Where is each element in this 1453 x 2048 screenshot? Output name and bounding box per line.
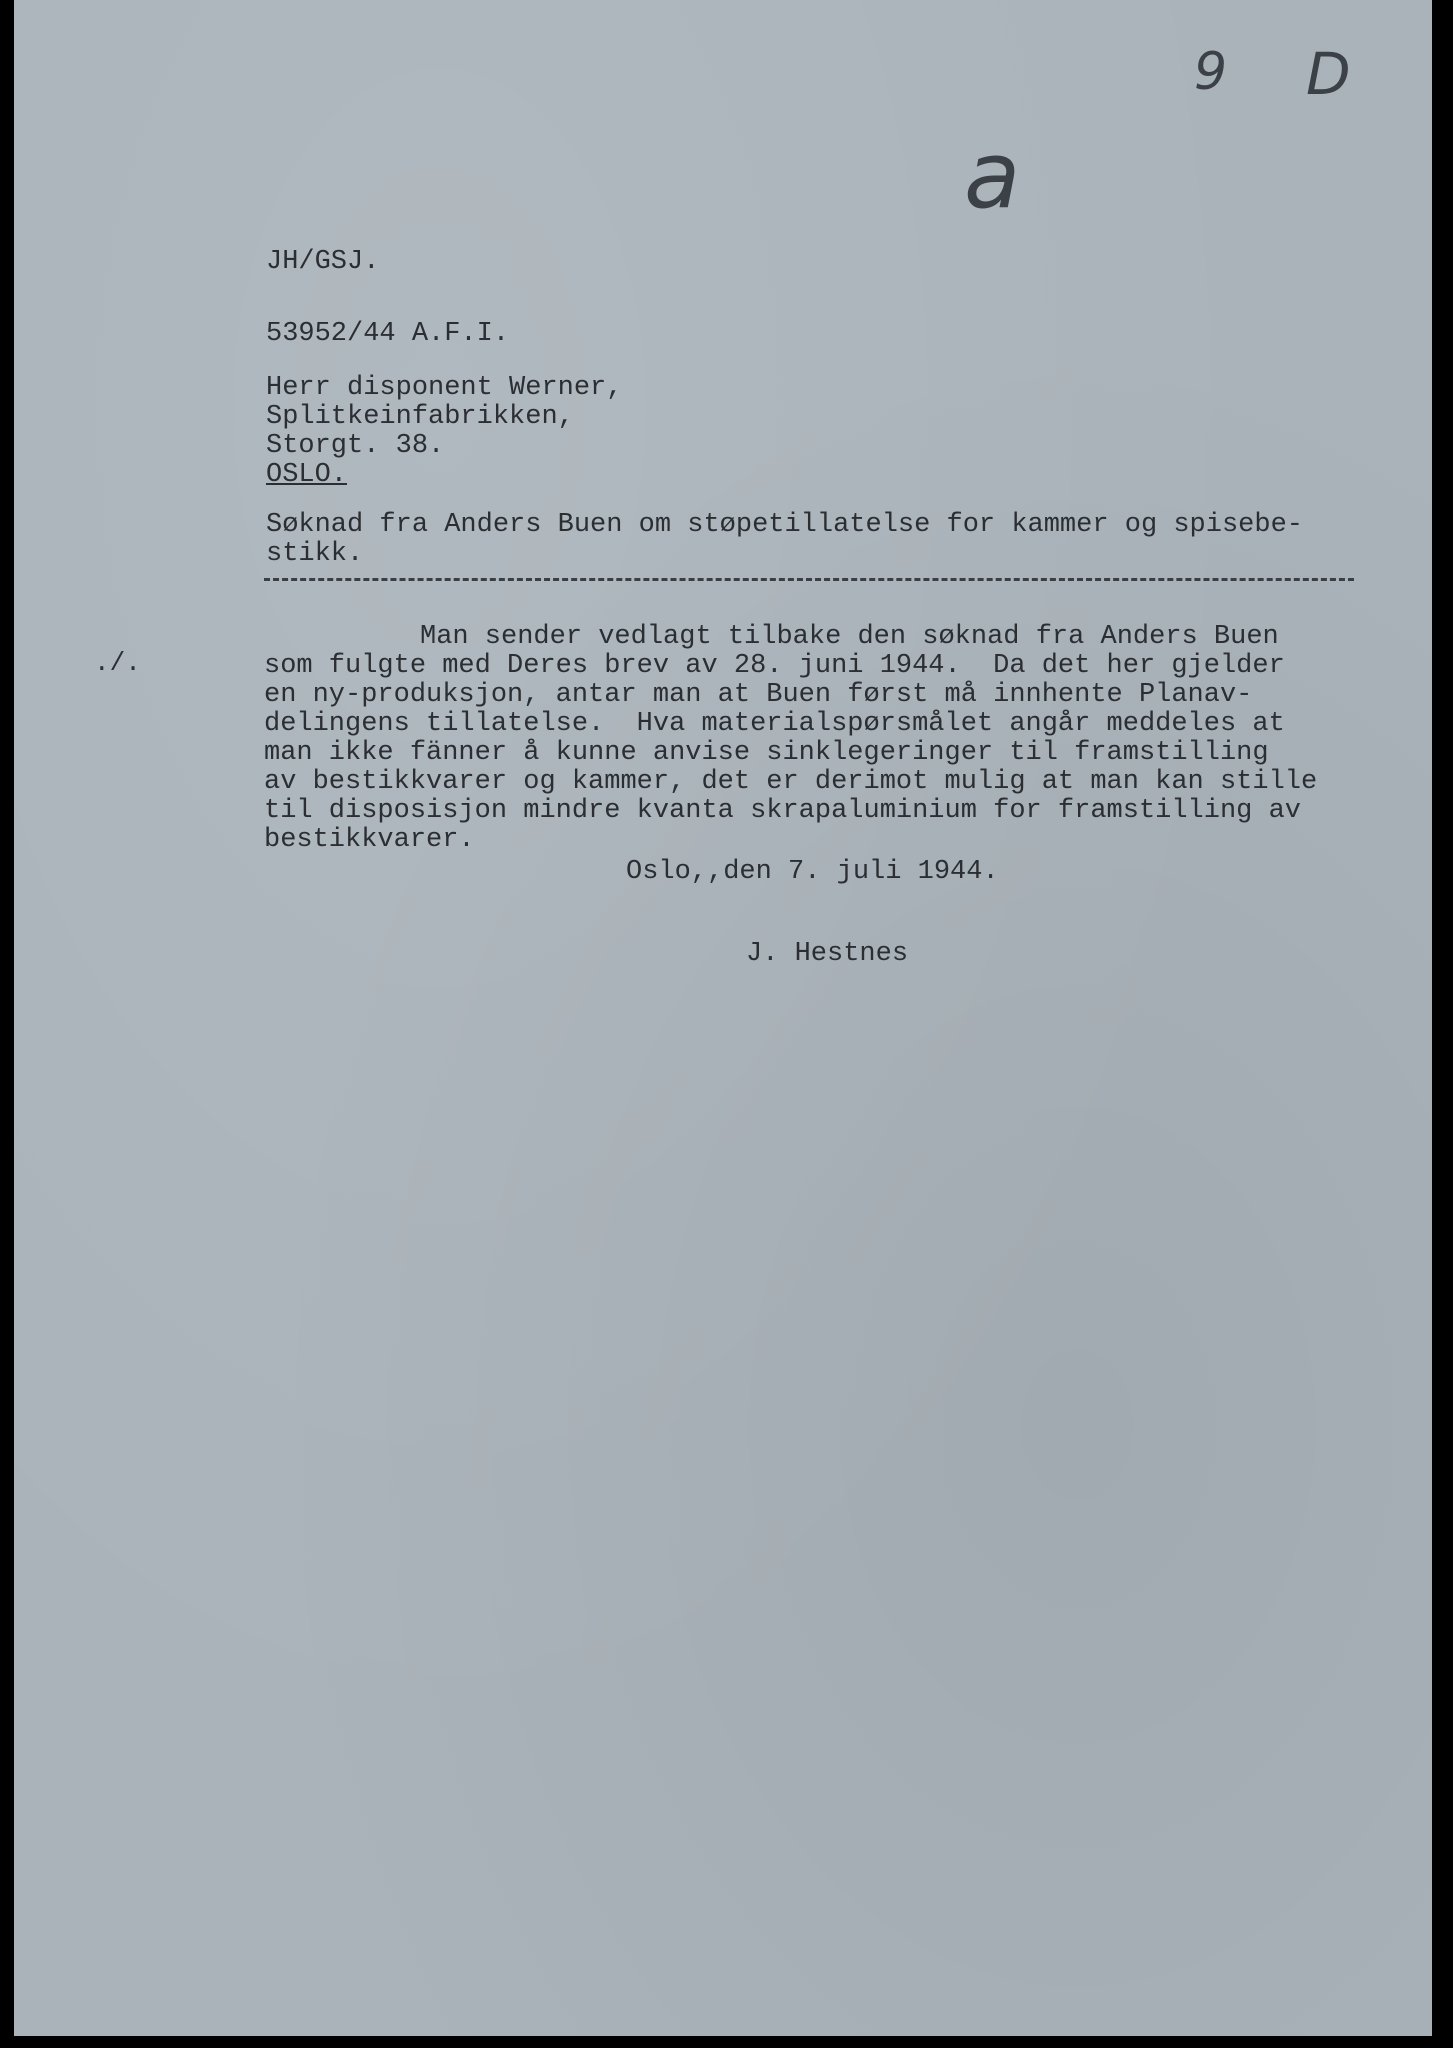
body-line-4: delingens tillatelse. Hva materialspørsmålet angår meddeles at <box>264 709 1285 739</box>
reference-initials: JH/GSJ. <box>266 247 380 277</box>
date-line: Oslo,,den 7. juli 1944. <box>626 857 999 887</box>
handwritten-letter-code: D <box>1306 40 1351 108</box>
subject-line-1: Søknad fra Anders Buen om støpetillatelse for kammer og spisebe- <box>266 510 1303 540</box>
body-line-5: man ikke fänner å kunne anvise sinklegeringer til framstilling <box>264 738 1269 768</box>
recipient-line-3: Storgt. 38. <box>266 431 445 461</box>
enclosure-margin-mark: ./. <box>94 648 141 678</box>
recipient-line-1: Herr disponent Werner, <box>266 373 623 403</box>
file-number: 53952/44 A.F.I. <box>266 319 510 349</box>
handwritten-page-number: 9 <box>1194 42 1228 102</box>
handwritten-mark: a <box>964 122 1021 229</box>
recipient-city: OSLO. <box>266 460 348 490</box>
body-line-1: Man sender vedlagt tilbake den søknad fra Anders Buen <box>420 622 1279 652</box>
document-page <box>14 0 1432 2036</box>
body-line-2: som fulgte med Deres brev av 28. juni 1944. Da det her gjelder <box>264 651 1285 681</box>
recipient-line-2: Splitkeinfabrikken, <box>266 402 574 432</box>
separator-line <box>264 578 1354 581</box>
body-line-7: til disposisjon mindre kvanta skrapaluminium for framstilling av <box>264 796 1301 826</box>
body-line-8: bestikkvarer. <box>264 825 475 855</box>
body-line-3: en ny-produksjon, antar man at Buen først må innhente Planav- <box>264 680 1253 710</box>
body-line-6: av bestikkvarer og kammer, det er derimot mulig at man kan stille <box>264 767 1318 797</box>
subject-line-2: stikk. <box>266 539 364 569</box>
signature: J. Hestnes <box>746 939 909 969</box>
